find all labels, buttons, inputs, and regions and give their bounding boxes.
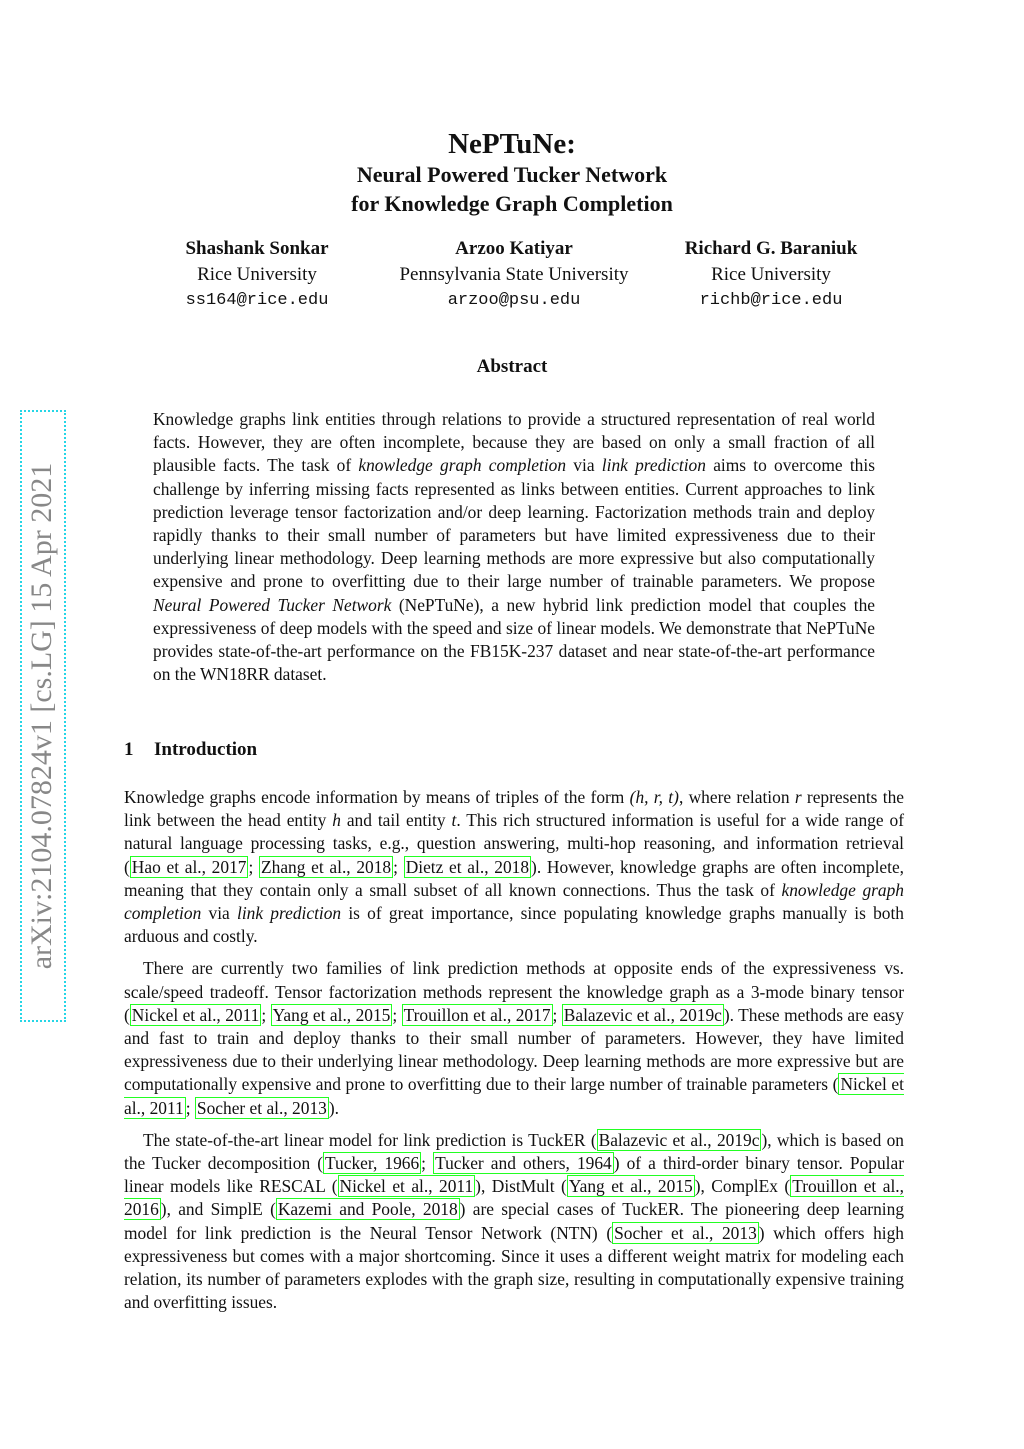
citation-link[interactable]: Balazevic et al., 2019c [598,1129,760,1150]
text-run: represents the link between the head entity [124,787,904,831]
author-affiliation: Rice University [197,264,317,285]
abstract-heading: Abstract [476,356,548,377]
author-email[interactable]: richb@rice.edu [699,291,843,310]
citation-link[interactable]: Tucker, 1966 [325,1153,420,1174]
citation-link[interactable]: Trouillon et al., 2017 [403,1004,551,1025]
introduction-body [124,786,904,1323]
citation-link[interactable]: Socher et al., 2013 [614,1222,757,1243]
text-run: ). However, knowledge graphs are often incomplete, meaning that they contain only a small subset of all known connections. Thus the task of [124,856,905,900]
paper-title [0,128,1024,218]
text-run: via [566,455,602,476]
text-run: ; [185,1097,195,1118]
text-run: and tail entity [340,810,452,831]
author-affiliation: Rice University [711,264,831,285]
citation-link[interactable]: Nickel et al., 2011 [124,1074,904,1118]
citation-link[interactable]: Yang et al., 2015 [568,1176,693,1197]
title-main: NePTuNe: [448,128,576,160]
citation-link[interactable]: Nickel et al., 2011 [131,1004,260,1025]
text-run: ) are special cases of TuckER. The pioneering deep learning model for link prediction is the Neural Tensor Network (NTN) ( [124,1199,905,1243]
citation-link[interactable]: Trouillon et al., 2016 [124,1176,904,1220]
author-email[interactable]: ss164@rice.edu [185,291,329,310]
math-inline: r [794,787,802,807]
text-run: is of great importance, since populating knowledge graphs manually is both arduous and costly. [124,903,904,947]
text-run: ), and SimplE ( [160,1199,276,1220]
section-number: 1 [124,739,134,760]
author-email[interactable]: arzoo@psu.edu [447,291,581,310]
citation-link[interactable]: Hao et al., 2017 [131,856,247,877]
text-run: . This rich structured information is useful for a wide range of natural language processing tasks, e.g., question answering, multi-hop reasoning, and information retrieval ( [124,810,904,877]
author-2 [364,236,664,314]
text-run: ; [393,856,404,877]
text-run: aims to overcome this challenge by inferring missing facts represented as links between entities. Current approaches to link prediction leverage tensor factorization and/or deep learning. Factorization methods train and deploy rapidly thanks to their small number of parameters but have limited expressiveness due to their underlying linear methodology. Deep learning methods are more expressive but also computationally expensive and prone to overfitting due to their large number of trainable parameters. We propose [153,455,875,592]
text-run: Knowledge graphs link entities through relations to provide a structured representation of real world facts. However, they are often incomplete, because they are based on only a small fraction of all plausible facts. The task of [153,409,875,476]
text-run: ; [552,1004,562,1025]
author-1 [107,236,407,314]
text-run: ) of a third-order binary tensor. Popular linear models like RESCAL ( [124,1153,904,1197]
paragraph-1 [124,786,904,948]
citation-link[interactable]: Yang et al., 2015 [272,1004,391,1025]
arxiv-identifier[interactable]: arXiv:2104.07824v1 [cs.LG] 15 Apr 2021 [25,462,58,970]
text-run: ; [248,856,260,877]
text-run: ). These methods are easy and fast to train and deploy thanks to their small number of parameters. However, they have limited expressiveness due to their underlying linear methodology. Deep learning methods are more expressive but are computationally expensive and prone to overfitting due to their large number of trainable parameters ( [124,1004,904,1095]
emphasis: link prediction [601,455,706,476]
math-inline: h [332,810,341,831]
text-run: ; [392,1004,402,1025]
math-inline: t [451,810,457,831]
title-line-2: Neural Powered Tucker Network [356,162,668,187]
citation-link[interactable]: Tucker and others, 1964 [435,1153,612,1174]
citation-link[interactable]: Balazevic et al., 2019c [563,1004,722,1025]
math-inline: (h, r, t) [629,787,679,807]
text-run: ). [328,1097,339,1118]
emphasis: Neural Powered Tucker Network [153,594,392,615]
abstract-body [153,408,875,686]
author-affiliation: Pennsylvania State University [399,264,629,285]
emphasis: link prediction [236,903,342,924]
title-line-3: for Knowledge Graph Completion [351,191,673,216]
text-run: ; [261,1004,271,1025]
paragraph-3 [124,1129,904,1315]
section-heading [124,739,257,761]
emphasis: knowledge graph completion [124,879,904,924]
citation-link[interactable]: Socher et al., 2013 [196,1097,327,1118]
text-run: , where relation [678,787,795,807]
author-name: Richard G. Baraniuk [684,238,858,259]
text-run: via [201,903,237,924]
citation-link[interactable]: Nickel et al., 2011 [339,1176,474,1197]
author-3 [621,236,921,314]
paragraph-2 [124,957,904,1119]
citation-link[interactable]: Dietz et al., 2018 [405,856,530,877]
citation-link[interactable]: Kazemi and Poole, 2018 [277,1199,458,1220]
text-run: Knowledge graphs encode information by means of triples of the form [124,787,630,807]
text-run: ), DistMult ( [475,1176,567,1197]
author-name: Arzoo Katiyar [455,238,573,259]
text-run: (NePTuNe), a new hybrid link prediction model that couples the expressiveness of deep models with the speed and size of linear models. We demonstrate that NePTuNe provides state-of-the-art performance on the FB15K-237 dataset and near state-of-the-art performance on the WN18RR dataset. [153,594,875,685]
text-run: ; [421,1153,434,1174]
text-run: There are currently two families of link prediction methods at opposite ends of the expressiveness vs. scale/speed tradeoff. Tensor factorization methods represent the knowledge graph as a 3-mode binary tensor ( [124,958,904,1025]
text-run: ) which offers high expressiveness but comes with a major shortcoming. Since it uses a different weight matrix for modeling each relation, its number of parameters explodes with the graph size, resulting in computationally expensive training and overfitting issues. [124,1222,905,1313]
author-name: Shashank Sonkar [185,238,329,259]
text-run: ), ComplEx ( [694,1176,791,1197]
citation-link[interactable]: Zhang et al., 2018 [261,856,392,877]
section-title: Introduction [154,739,258,760]
text-run: ), which is based on the Tucker decomposition ( [124,1129,904,1174]
emphasis: knowledge graph completion [358,455,567,476]
text-run: The state-of-the-art linear model for link prediction is TuckER ( [143,1129,597,1150]
